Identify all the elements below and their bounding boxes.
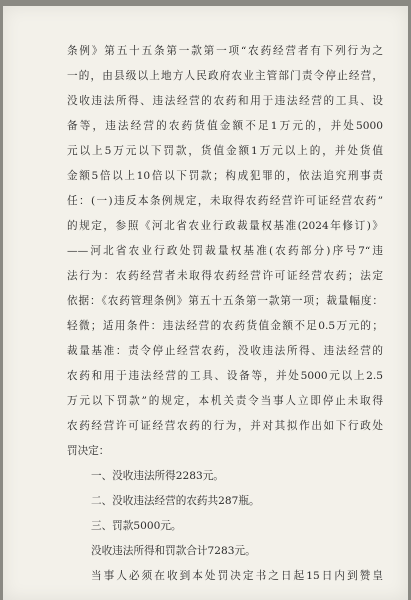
text-line: 任：(一)违反本条例规定，未取得农药经营许可证经营农药” <box>67 195 383 207</box>
text-line: 一的，由县级以上地方人民政府农业主管部门责令停止经营， <box>67 70 383 82</box>
total-line: 没收违法所得和罚款合计7283元。 <box>91 545 256 557</box>
decision-item: 二、没收违法经营的农药共287瓶。 <box>91 495 260 507</box>
text-line: 元以上5万元以下罚款，货值金额1万元以上的，并处货值 <box>67 145 383 157</box>
text-line: 罚决定： <box>67 445 110 457</box>
decision-item: 三、罚款5000元。 <box>91 520 182 532</box>
text-line: 农药经营许可证经营农药的行为，并对其拟作出如下行政处 <box>67 420 383 432</box>
document-body <box>3 6 408 600</box>
text-line: ——河北省农业行政处罚裁量权基准(农药部分)序号7“违 <box>67 245 383 257</box>
text-line: 依据：《农药管理条例》第五十五条第一款第一项；裁量幅度： <box>67 295 383 307</box>
text-line: 轻微；适用条件：违法经营的农药货值金额不足0.5万元的； <box>67 320 383 332</box>
text-line: 万元以下罚款”的规定，本机关责令当事人立即停止未取得 <box>67 395 383 407</box>
text-line: 金额5倍以上10倍以下罚款；构成犯罪的，依法追究刑事责 <box>67 170 383 182</box>
text-line: 没收违法所得、违法经营的农药和用于违法经营的工具、设 <box>67 95 383 107</box>
document-page <box>3 6 408 600</box>
text-line: 备等，违法经营的农药货值金额不足1万元的，并处5000 <box>67 120 383 132</box>
text-line: 农药和用于违法经营的工具、设备等，并处5000元以上2.5 <box>67 370 383 382</box>
text-line: 裁量基准：责令停止经营农药，没收违法所得、违法经营的 <box>67 345 383 357</box>
text-line: 法行为：农药经营者未取得农药经营许可证经营农药；法定 <box>67 270 383 282</box>
text-line: 条例》第五十五条第一款第一项“农药经营者有下列行为之 <box>67 45 383 57</box>
decision-item: 一、没收违法所得2283元。 <box>91 470 224 482</box>
text-line: 当事人必须在收到本处罚决定书之日起15日内到赞皇 <box>91 570 383 582</box>
text-line: 的规定，参照《河北省农业行政裁量权基准(2024年修订)》 <box>67 220 383 232</box>
